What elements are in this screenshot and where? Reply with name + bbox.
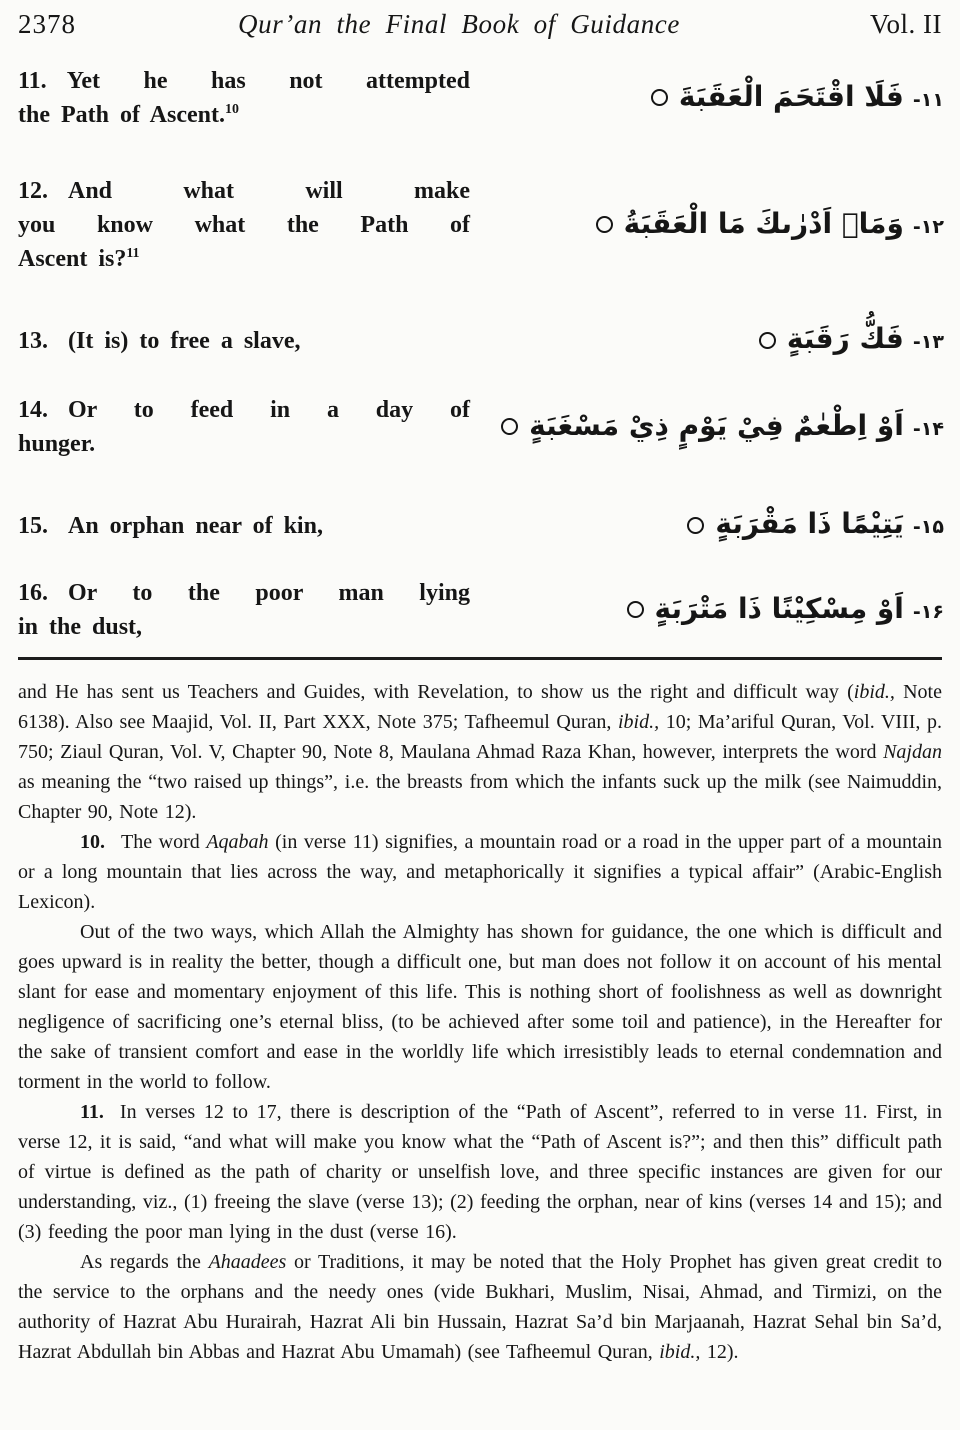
footnote-paragraph [18, 1247, 942, 1367]
text-run: the Path of Ascent. [18, 102, 225, 128]
text-run: Or to the poor man lying [68, 580, 470, 606]
verse-arabic [470, 316, 944, 365]
footnote-paragraph [18, 917, 942, 1097]
text-run: (in verse 11) signifies, a mountain road or a road in the upper part of a mountain or a long mountain that lies across the way, and metaphorically it signifies a typical affair” (Arabic-English Lexicon). [18, 831, 942, 913]
verse-number: 15. [18, 512, 48, 539]
ayah-end-icon [627, 601, 644, 618]
arabic-verse-number: ۱۲- [912, 215, 944, 238]
text-run: ibid., [853, 681, 895, 703]
verse-row [10, 64, 950, 132]
text-run: As regards the [80, 1251, 209, 1273]
text-run: (It is) to free a slave, [68, 327, 301, 354]
verse-text-line [18, 174, 470, 208]
verse-text-line [18, 242, 470, 276]
text-run: In verses 12 to 17, there is description of the “Path of Ascent”, referred to in verse 11. First, in verse 12, it is said, “and what will make you know what the “Path of Ascent is?”; and then this” difficult path of virtue is defined as the path of charity or unselfish love, and three specific instances are given for our understanding, viz., (1) freeing the slave (verse 13); (2) feeding the orphan, near of kins (verses 14 and 15); and (3) feeding the poor man lying in the dust (verse 16). [18, 1101, 942, 1243]
text-run: Or to feed in a day of [68, 397, 470, 423]
verse-arabic [470, 74, 944, 123]
verse-row [10, 501, 950, 550]
text-run: 12). [700, 1341, 739, 1363]
verse-english [18, 64, 470, 132]
page-header [10, 0, 950, 40]
text-run: as meaning the “two raised up things”, i.e. the breasts from which the infants suck up the milk (see Naimuddin, Chapter 90, Note 12). [18, 771, 942, 823]
text-run: Ahaadees [208, 1251, 287, 1273]
verse-english [18, 324, 470, 358]
verse-text-line [18, 393, 470, 427]
arabic-verse-number: ۱۵- [912, 516, 944, 538]
text-run: in the dust, [18, 614, 143, 640]
page-number: 2378 [18, 9, 76, 39]
verse-arabic [470, 201, 944, 250]
arabic-text: فَلَا اقْتَحَمَ الْعَقَبَةَ [678, 79, 904, 113]
text-run: Yet he has not attempted [66, 68, 470, 94]
verse-text-line [18, 324, 470, 358]
footnotes-section [10, 677, 950, 1367]
verse-row [10, 316, 950, 365]
text-run: Aqabah [206, 831, 269, 853]
verse-text-line [18, 98, 470, 132]
verse-arabic [470, 586, 944, 635]
verse-number: 13. [18, 327, 48, 354]
section-divider [18, 657, 942, 660]
arabic-verse-number: ۱۴- [912, 417, 944, 440]
arabic-verse-number: ۱۶- [912, 600, 944, 623]
text-run: and He has sent us Teachers and Guides, with Revelation, to show us the right and difficult way ( [18, 681, 854, 703]
footnote-number: 10. [80, 831, 105, 853]
volume-label: Vol. II [869, 9, 942, 39]
text-run: ibid., [617, 711, 660, 733]
text-run: An orphan near of kin, [68, 512, 323, 539]
text-run: Najdan [883, 741, 942, 763]
verse-number: 14. [18, 397, 48, 423]
text-run: Note 6138). Also see Maajid, Vol. II, Part XXX, Note 375; Tafheemul Quran, [18, 681, 942, 733]
verse-arabic [470, 403, 944, 452]
verse-text-line [18, 576, 470, 610]
verse-arabic [470, 501, 944, 550]
text-run: ibid., [659, 1341, 701, 1363]
verse-english [18, 509, 470, 543]
verse-english [18, 174, 470, 276]
arabic-verse-number: ۱۱- [912, 88, 944, 111]
verse-row [10, 393, 950, 461]
ayah-end-icon [759, 332, 776, 349]
arabic-text: اَوْ مِسْكِيْنًا ذَا مَتْرَبَةٍ [654, 591, 904, 625]
verse-number: 11. [18, 68, 47, 94]
ayah-end-icon [687, 517, 704, 534]
verse-row [10, 174, 950, 276]
verse-row [10, 576, 950, 644]
ayah-end-icon [596, 216, 613, 233]
verse-number: 16. [18, 580, 48, 606]
footnote-paragraph [18, 677, 942, 827]
verse-number: 12. [18, 178, 48, 204]
text-run: 10 [224, 102, 239, 117]
text-run: hunger. [18, 431, 96, 457]
footnote-number: 11. [80, 1101, 104, 1123]
footnote-paragraph [18, 827, 942, 917]
verse-text-line [18, 509, 470, 543]
text-run: or Traditions, it may be noted that the Holy Prophet has given great credit to the service to the orphans and the needy ones (vide Bukhari, Muslim, Nisai, Ahmad, and Tirmizi, on the authority of Hazrat Abu Hurairah, Hazrat Ali bin Hussain, Hazrat Sa’d bin Marjaanah, Hazrat Sehal bin Sa’d, Hazrat Abdullah bin Abbas and Hazrat Abu Umamah) (see Tafheemul Quran, [18, 1251, 942, 1363]
verse-text-line [18, 610, 470, 644]
text-run: 10; Ma’ariful Quran, Vol. VIII, p. 750; Ziaul Quran, Vol. V, Chapter 90, Note 8, Maulana Ahmad Raza Khan, however, interprets the word [18, 711, 942, 763]
arabic-text: فَكُّ رَقَبَةٍ [786, 322, 904, 355]
arabic-verse-number: ۱۳- [912, 331, 944, 353]
text-run: Ascent is? [18, 246, 127, 272]
verse-text-line [18, 427, 470, 461]
text-run: 11 [126, 246, 140, 261]
verse-english [18, 576, 470, 644]
text-run: And what will make [68, 178, 470, 204]
text-run: you know what the Path of [18, 212, 470, 238]
verse-text-line [18, 208, 470, 242]
arabic-text: يَتِيْمًا ذَا مَقْرَبَةٍ [715, 507, 904, 540]
text-run: Out of the two ways, which Allah the Almighty has shown for guidance, the one which is difficult and goes upward is in reality the better, though a difficult one, but man does not follow it on account of his mental slant for ease and momentary enjoyment of this life. This is nothing short of foolishness as well as downright negligence of sacrificing one’s eternal bliss, (to be achieved after some toil and patience), in the Hereafter for the sake of transient comfort and ease in the worldly life which irresistibly leads to eternal condemnation and torment in the world to follow. [18, 921, 942, 1093]
text-run: The word [121, 831, 207, 853]
ayah-end-icon [501, 418, 518, 435]
arabic-text: وَمَاۤ اَدْرٰىكَ مَا الْعَقَبَةُ [623, 206, 904, 240]
ayah-end-icon [651, 89, 668, 106]
arabic-text: اَوْ اِطْعٰمٌ فِيْ يَوْمٍ ذِيْ مَسْغَبَةٍ [529, 408, 904, 442]
verse-english [18, 393, 470, 461]
footnote-paragraph [18, 1097, 942, 1247]
verse-text-line [18, 64, 470, 98]
book-title: Qur’an the Final Book of Guidance [238, 9, 680, 39]
verses-section [10, 64, 950, 644]
